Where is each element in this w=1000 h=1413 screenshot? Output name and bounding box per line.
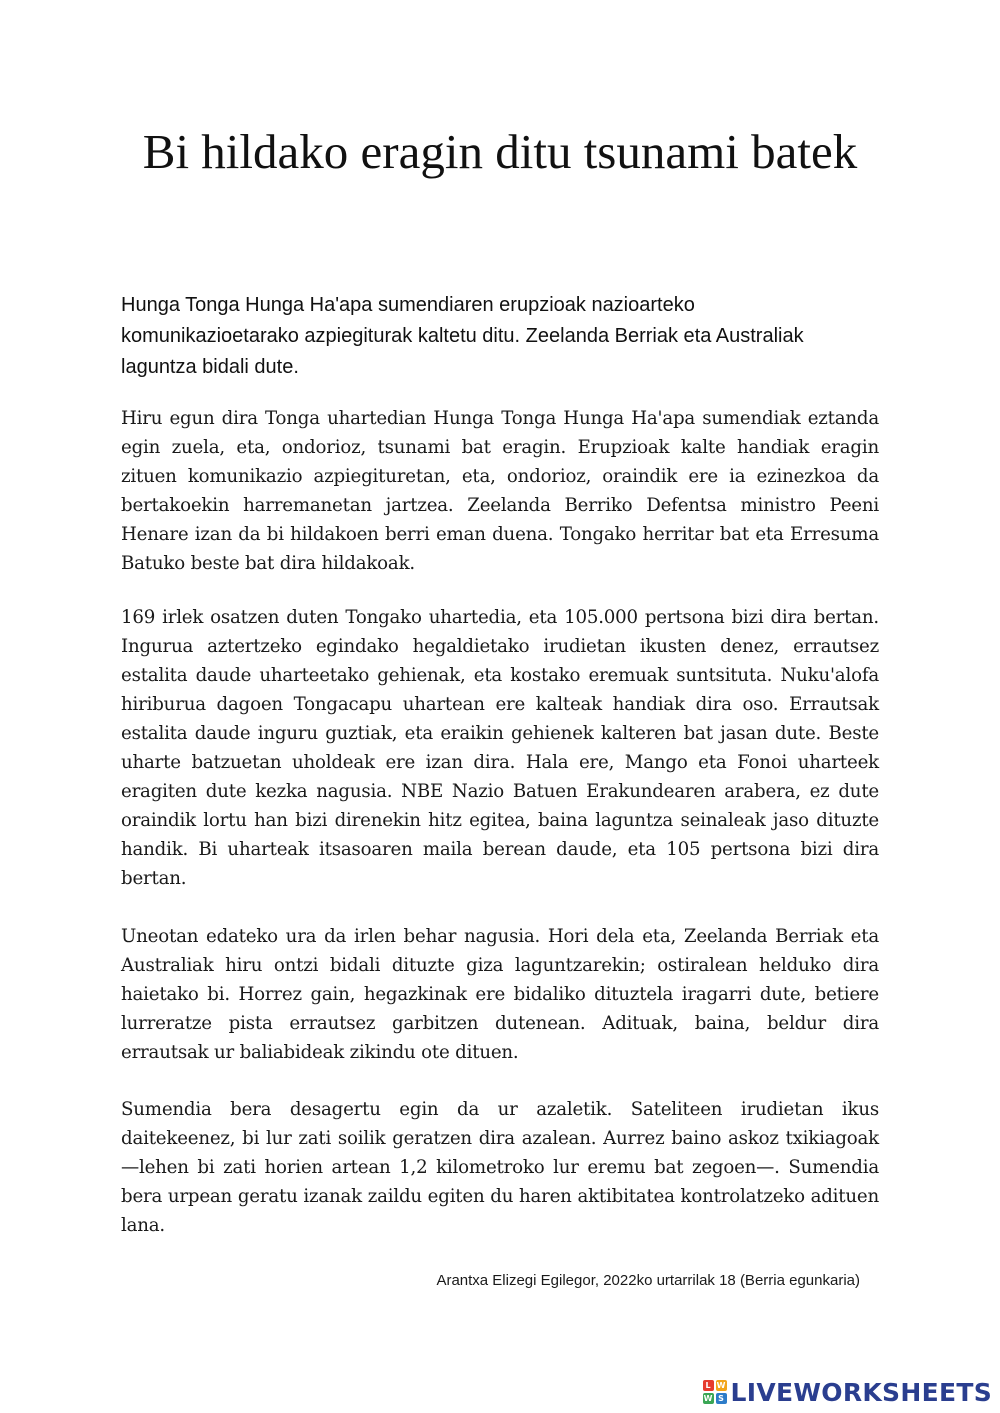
liveworksheets-brand[interactable] [703, 1375, 992, 1409]
article-paragraph-1: Hiru egun dira Tonga uhartedian Hunga Tonga Hunga Ha'apa sumendiak eztanda egin zuela, eta, ondorioz, tsunami bat eragin. Erupzioak kalte handiak eragin zituen komunikazio azpiegituretan, eta, ondorioz, oraindik ere ia ezinezkoa da bertakoekin harremanetan jartzea. Zeelanda Berriko Defentsa ministro Peeni Henare izan da bi hildakoen berri eman duena. Tongako herritar bat eta Erresuma Batuko beste bat dira hildakoak. [121, 408, 879, 574]
article-paragraph-2: 169 irlek osatzen duten Tongako uhartedia, eta 105.000 pertsona bizi dira bertan. Ingurua aztertzeko egindako hegaldietako irudietan ikusten denez, errautsez estalita daude uharteetako gehienak, eta kostako eremuak suntsituta. Nuku'alofa hiriburua dagoen Tongacapu uhartean ere kalteak handiak dira oso. Errautsak estalita daude inguru guztiak, eta eraikin gehienek kalteren bat jasan dute. Beste uharte batzuetan uholdeak ere izan dira. Hala ere, Mango eta Fonoi uharteek eragiten dute kezka nagusia. NBE Nazio Batuen Erakundearen arabera, ez dute oraindik lortu han bizi direnekin hitz egitea, baina laguntza seinaleak jaso dituzte handik. Bi uharteak itsasoaren maila berean daude, eta 105 pertsona bizi dira bertan. [121, 607, 879, 889]
logo-square-1: L [703, 1380, 714, 1391]
liveworksheets-logo-icon [703, 1380, 727, 1404]
liveworksheets-wordmark: LIVEWORKSHEETS [730, 1377, 992, 1407]
logo-square-4: S [716, 1393, 727, 1404]
article-title: Bi hildako eragin ditu tsunami batek [142, 124, 858, 179]
article-lead: Hunga Tonga Hunga Ha'apa sumendiaren erupzioak nazioarteko komunikazioetarako azpiegiturak kaltetu ditu. Zeelanda Berriak eta Australiak laguntza bidali dute. [121, 294, 804, 378]
article-paragraph-3: Uneotan edateko ura da irlen behar nagusia. Hori dela eta, Zeelanda Berriak eta Australiak hiru ontzi bidali dituzte giza laguntzarekin; ostiralean helduko dira haietako bi. Horrez gain, hegazkinak ere bidaliko dituztela iragarri dute, betiere lurreratze pista errautsez garbitzen dutenean. Adituak, baina, beldur dira errautsak ur baliabideak zikindu ote dituen. [121, 926, 879, 1063]
article-credit: Arantxa Elizegi Egilegor, 2022ko urtarrilak 18 (Berria egunkaria) [436, 1272, 860, 1289]
logo-square-2: W [716, 1381, 726, 1390]
logo-square-3: W [703, 1394, 713, 1403]
article-paragraph-4: Sumendia bera desagertu egin da ur azaletik. Sateliteen irudietan ikus daitekeenez, bi lur zati soilik geratzen dira azalean. Aurrez baino askoz txikiagoak —lehen bi zati horien artean 1,2 kilometroko lur eremu bat zegoen—. Sumendia bera urpean geratu izanak zaildu egiten du haren aktibitatea kontrolatzeko adituen lana. [121, 1099, 879, 1236]
